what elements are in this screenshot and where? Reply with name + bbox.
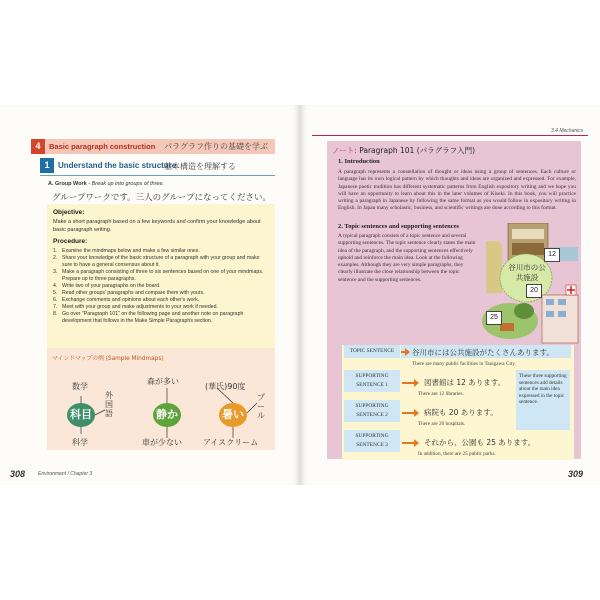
procedure-item: 6. Exchange comments and opinions about each other's work. [53, 297, 200, 303]
label-supporting-1: SUPPORTING SENTENCE 1 [344, 370, 400, 392]
right-page [300, 105, 600, 485]
page-number-left: 308 [10, 469, 26, 479]
procedure-heading: Procedure: [53, 238, 88, 245]
label-supporting-2: SUPPORTING SENTENCE 2 [344, 400, 400, 422]
illustration-sign: 谷川市の公共施設 [508, 263, 546, 282]
subsection-title-jp: 基本構造を理解する [164, 162, 236, 171]
mindmap-item: 森が多い [147, 377, 179, 386]
supporting-side-note: These three supporting sentences add details about the main idea expressed in the topic sentence. [516, 370, 570, 430]
group-work-label: A. Group Work [48, 181, 87, 187]
mindmap-item: (華氏)90度 [205, 382, 246, 391]
mindmap-title: マインドマップの例 (Sample Mindmaps) [52, 356, 164, 362]
topic-heading: 2. Topic sentences and supporting sentences [338, 223, 459, 230]
book-spread [0, 105, 600, 485]
mindmap-item: 外国語 [105, 391, 113, 418]
arrow-icon [402, 442, 416, 444]
mindmap-lines [47, 348, 275, 450]
mindmap-item: アイスクリーム [203, 438, 259, 447]
subsection-title: Understand the basic structure [58, 161, 177, 170]
supporting-3-en: In addition, there are 25 public parks. [418, 451, 496, 457]
mindmap-center-subjects: 科目 [67, 403, 95, 427]
objective-text: Make a short paragraph based on a few keywords and confirm your knowledge about basic paragraph writing. [53, 219, 261, 233]
mindmap-center-quiet: 静か [153, 403, 181, 427]
procedure-item: 7. Meet with your group and make adjustments to your work if needed. [53, 304, 218, 310]
group-work-text: - Break up into groups of three. [86, 181, 165, 187]
page-number-right: 309 [568, 469, 584, 479]
intro-heading: 1. Introduction [338, 158, 380, 165]
mindmap-item: 科学 [72, 438, 88, 447]
topic-sentence-jp: 谷川市には公共施設がたくさんあります。 [412, 348, 554, 357]
supporting-2-jp: 病院も 20 あります。 [424, 408, 498, 417]
badge-hospitals: 20 [526, 284, 542, 298]
procedure-item: 1. Examine the mindmaps below and make a few similar ones. [53, 248, 200, 254]
procedure-item: 2. Share your knowledge of the basic structure of a paragraph with your group and make sure to have a general consensus about it. [53, 255, 260, 268]
subsection-number: 1 [40, 158, 54, 173]
arrow-icon [401, 351, 407, 353]
arrow-icon [402, 382, 416, 384]
mindmap-item: 車が少ない [142, 438, 182, 447]
header-rule [312, 135, 588, 136]
topic-paragraph: A typical paragraph consists of a topic sentence and several supporting sentences. The topic sentence clearly states the main idea of the paragraph, and the supporting sentences effectively uphold and reinforce the main idea. Look at the following examples. Although they are very simple paragraphs, they clearly illustrate the close relationship between the topic sentence and the supporting sentences. [338, 233, 476, 283]
badge-libraries: 12 [544, 248, 560, 262]
arrow-icon [402, 412, 416, 414]
supporting-2-en: There are 20 hospitals. [418, 421, 466, 427]
section-number: 4 [31, 139, 45, 154]
mindmap-item: プール [257, 393, 265, 420]
supporting-1-en: There are 12 libraries. [418, 391, 464, 397]
label-supporting-3: SUPPORTING SENTENCE 3 [344, 430, 400, 452]
mindmap-item: 数学 [72, 382, 88, 391]
supporting-3-jp: それから、公園も 25 あります。 [424, 438, 536, 447]
subsection-divider [40, 175, 275, 176]
left-page [0, 105, 300, 485]
objective-heading: Objective: [53, 209, 85, 216]
procedure-item: 4. Write two of your paragraphs on the board. [53, 283, 161, 289]
procedure-list [53, 248, 271, 325]
note-title [332, 145, 475, 156]
supporting-1-jp: 図書館は 12 あります。 [424, 378, 506, 387]
group-work-jp: グループワークです。三人のグループになってください。 [52, 193, 271, 203]
procedure-item: 5. Read other groups' paragraphs and compare them with yours. [53, 290, 205, 296]
intro-paragraph: A paragraph represents a constellation of thought or ideas using a group of sentences. Each culture or language has its own logical pattern by which thoughts and ideas are organized and expressed. For example, Japanese poetic tradition has different systematic patterns from English expository writing and we hope you will have an opportunity to learn about this in the later volumes of Kiseki. In this book, you will practice writing a paragraph in Japanese by following the same format as you would follow in expository writing in English. In Japan many scholastic, business, and scientific writings are done according to this format. [338, 169, 576, 212]
badge-parks: 25 [486, 311, 502, 325]
procedure-item: 8. Go over "Paragraph 101" on the following page and another note on paragraph development that follows in the Make Simple Paragraphs section. [53, 311, 244, 324]
procedure-item: 3. Make a paragraph consisting of three to six sentences based on one of your mindmaps. Prepare up to three paragraphs. [53, 269, 264, 282]
section-title: Basic paragraph construction [49, 142, 156, 151]
note-label: ノート: [332, 146, 357, 155]
section-title-jp: パラグラフ作りの基礎を学ぶ [164, 142, 268, 151]
mindmap-center-hot: 暑い [219, 403, 247, 427]
running-header: 3.4 Mechanics [551, 128, 584, 134]
group-work-instruction [48, 181, 164, 187]
note-title-text: Paragraph 101 (パラグラフ入門) [356, 146, 476, 155]
chapter-label: Environment / Chapter 3 [38, 471, 93, 477]
label-topic-sentence: TOPIC SENTENCE [344, 345, 400, 358]
topic-sentence-en: There are many public facilities in Tanigawa City. [412, 361, 516, 367]
